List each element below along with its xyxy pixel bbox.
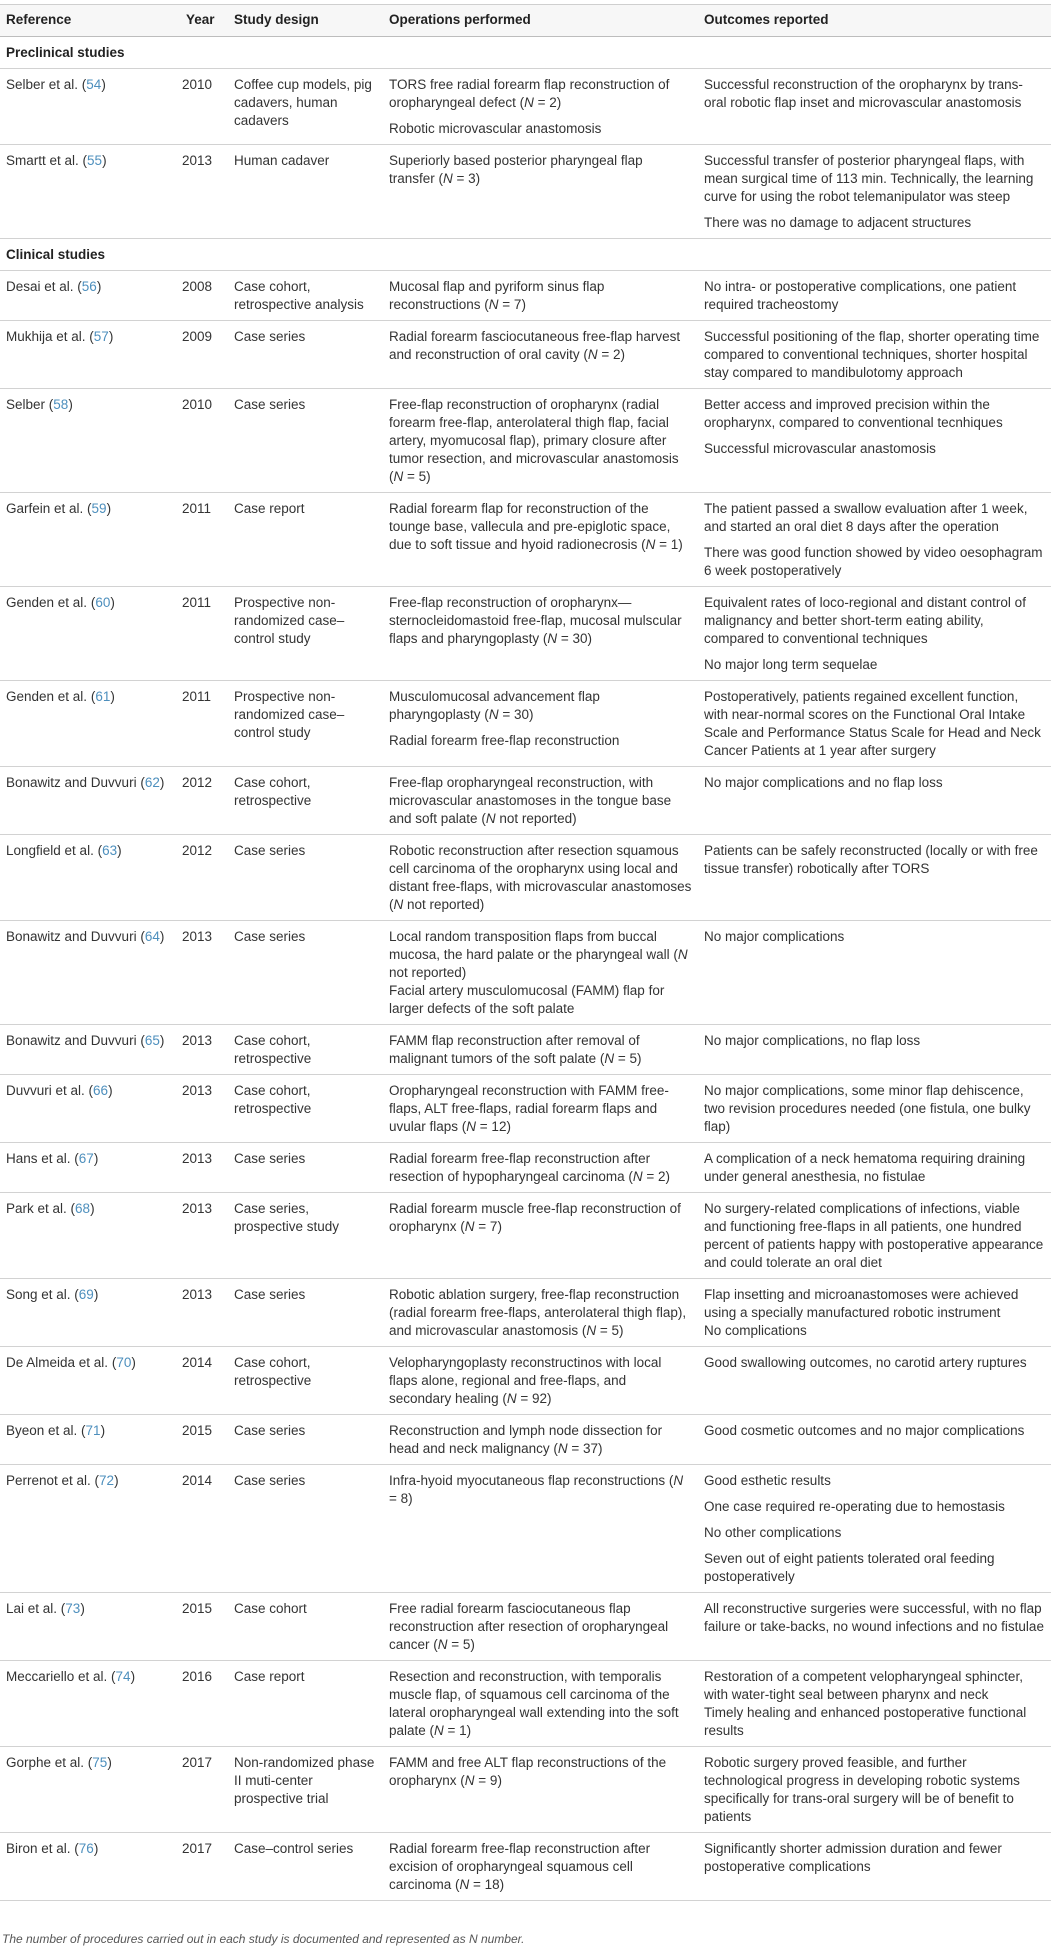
reference-cell: Bonawitz and Duvvuri (64)	[0, 921, 180, 1025]
reference-link[interactable]: 60	[95, 595, 111, 610]
outcome-text: Equivalent rates of loco-regional and distant control of malignancy and better short-term eating ability, compared to conventional techniques	[704, 595, 1026, 646]
reference-cell: Perrenot et al. (72)	[0, 1465, 180, 1593]
section-title: Clinical studies	[0, 239, 1051, 271]
reference-link[interactable]: 63	[102, 843, 118, 858]
outcome-text: Flap insetting and microanastomoses were achieved using a specially manufactured robotic instrument No complications	[704, 1287, 1019, 1338]
year-cell: 2013	[180, 1075, 228, 1143]
outcome-text: Successful positioning of the flap, shorter operating time compared to conventional techniques, shorter hospital stay compared to mandibulotomy approach	[704, 329, 1040, 380]
study-design-cell: Case cohort	[228, 1593, 383, 1661]
year-cell: 2014	[180, 1347, 228, 1415]
reference-cell: Genden et al. (60)	[0, 587, 180, 681]
operation-text: Radial forearm free-flap reconstruction after resection of hypopharyngeal carcinoma (N = 2)	[389, 1151, 671, 1184]
operation-text: FAMM flap reconstruction after removal of malignant tumors of the soft palate (N = 5)	[389, 1033, 642, 1066]
reference-author: Desai et al.	[6, 279, 74, 294]
reference-cell: Genden et al. (61)	[0, 681, 180, 767]
reference-link[interactable]: 67	[78, 1151, 94, 1166]
operation-text: Free-flap reconstruction of oropharynx (radial forearm free-flap, anterolateral thigh flap, facial artery, myomucosal flap), primary closure after tumor resection, and microvascular anastomosis (N = 5)	[389, 397, 679, 484]
outcome-text: The patient passed a swallow evaluation after 1 week, and started an oral diet 8 days after the operation	[704, 501, 1028, 534]
operation-text: Infra-hyoid myocutaneous flap reconstructions (N = 8)	[389, 1473, 684, 1506]
section-title: Preclinical studies	[0, 37, 1051, 69]
outcomes-cell	[698, 767, 1051, 835]
outcome-text: No major complications and no flap loss	[704, 775, 943, 790]
reference-author: Bonawitz and Duvvuri	[6, 929, 137, 944]
operation-text: Velopharyngoplasty reconstructinos with local flaps alone, regional and free-flaps, and secondary healing (N = 92)	[389, 1355, 662, 1406]
outcomes-cell	[698, 69, 1051, 145]
reference-link[interactable]: 73	[65, 1601, 81, 1616]
reference-author: Lai et al.	[6, 1601, 58, 1616]
reference-author: Byeon et al.	[6, 1423, 78, 1438]
outcome-text: Restoration of a competent velopharyngeal sphincter, with water-tight seal between pharynx and neck Timely healing and enhanced postoperative functional results	[704, 1669, 1027, 1738]
reference-link[interactable]: 75	[92, 1755, 108, 1770]
study-design-cell: Case series	[228, 835, 383, 921]
operations-cell	[383, 493, 698, 587]
outcome-text: Good cosmetic outcomes and no major complications	[704, 1423, 1025, 1438]
year-cell: 2008	[180, 271, 228, 321]
operation-text: Free radial forearm fasciocutaneous flap reconstruction after resection of oropharyngeal cancer (N = 5)	[389, 1601, 669, 1652]
table-row	[0, 493, 1051, 587]
reference-cell: Bonawitz and Duvvuri (65)	[0, 1025, 180, 1075]
reference-cell: Park et al. (68)	[0, 1193, 180, 1279]
table-row	[0, 1193, 1051, 1279]
reference-cell: Mukhija et al. (57)	[0, 321, 180, 389]
reference-author: Park et al.	[6, 1201, 67, 1216]
outcome-text: Good swallowing outcomes, no carotid artery ruptures	[704, 1355, 1027, 1370]
reference-cell: Desai et al. (56)	[0, 271, 180, 321]
reference-cell: Bonawitz and Duvvuri (62)	[0, 767, 180, 835]
reference-link[interactable]: 55	[87, 153, 103, 168]
outcome-text: Successful transfer of posterior pharyngeal flaps, with mean surgical time of 113 min. Technically, the learning curve for using the robot telemanipulator was steep	[704, 153, 1034, 204]
study-design-cell: Coffee cup models, pig cadavers, human cadavers	[228, 69, 383, 145]
reference-author: Selber et al.	[6, 77, 79, 92]
year-cell: 2013	[180, 1143, 228, 1193]
operation-text: Radial forearm fasciocutaneous free-flap harvest and reconstruction of oral cavity (N = 2)	[389, 329, 681, 362]
outcome-text: Good esthetic results	[704, 1473, 831, 1488]
reference-link[interactable]: 66	[93, 1083, 109, 1098]
study-design-cell: Case series	[228, 1143, 383, 1193]
operations-cell	[383, 145, 698, 239]
outcomes-cell	[698, 321, 1051, 389]
outcome-text: No surgery-related complications of infections, viable and functioning free-flaps in all patients, one hundred percent of patients happy with postoperative appearance and could tolerate an oral diet	[704, 1201, 1044, 1270]
year-cell: 2011	[180, 681, 228, 767]
operation-text: Radial forearm flap for reconstruction of the tounge base, vallecula and pre-epiglotic space, due to soft tissue and hyoid radionecrosis (N = 1)	[389, 501, 683, 552]
outcome-text: Patients can be safely reconstructed (locally or with free tissue transfer) robotically after TORS	[704, 843, 1038, 876]
table-row	[0, 389, 1051, 493]
outcome-text: Better access and improved precision within the oropharynx, compared to conventional tecnhiques	[704, 397, 1003, 430]
reference-cell: De Almeida et al. (70)	[0, 1347, 180, 1415]
operation-text: Radial forearm free-flap reconstruction	[389, 733, 620, 748]
reference-cell: Biron et al. (76)	[0, 1833, 180, 1901]
reference-author: Selber	[6, 397, 46, 412]
outcome-text: Postoperatively, patients regained excellent function, with near-normal scores on the Functional Oral Intake Scale and Performance Status Scale for Head and Neck Cancer Patients at 1 year after surgery	[704, 689, 1041, 758]
reference-author: Biron et al.	[6, 1841, 71, 1856]
operation-text: Musculomucosal advancement flap pharyngoplasty (N = 30)	[389, 689, 600, 722]
reference-link[interactable]: 57	[93, 329, 109, 344]
reference-link[interactable]: 65	[144, 1033, 160, 1048]
study-design-cell: Case series	[228, 1465, 383, 1593]
reference-author: Smartt et al.	[6, 153, 79, 168]
year-cell: 2013	[180, 1279, 228, 1347]
study-design-cell: Case report	[228, 1661, 383, 1747]
operation-text: Reconstruction and lymph node dissection for head and neck malignancy (N = 37)	[389, 1423, 663, 1456]
table-row	[0, 681, 1051, 767]
outcomes-cell	[698, 1193, 1051, 1279]
reference-link[interactable]: 70	[116, 1355, 132, 1370]
outcomes-cell	[698, 145, 1051, 239]
operations-cell	[383, 1747, 698, 1833]
study-design-cell: Case–control series	[228, 1833, 383, 1901]
header-year: Year	[180, 5, 228, 37]
reference-cell: Byeon et al. (71)	[0, 1415, 180, 1465]
outcomes-cell	[698, 921, 1051, 1025]
study-design-cell: Case cohort, retrospective	[228, 1025, 383, 1075]
year-cell: 2012	[180, 767, 228, 835]
table-row	[0, 921, 1051, 1025]
reference-link[interactable]: 72	[99, 1473, 115, 1488]
outcomes-cell	[698, 1025, 1051, 1075]
reference-link[interactable]: 56	[81, 279, 97, 294]
outcomes-cell	[698, 1593, 1051, 1661]
outcome-text: Successful reconstruction of the oropharynx by trans-oral robotic flap inset and microvascular anastomosis	[704, 77, 1023, 110]
table-row	[0, 1747, 1051, 1833]
outcome-text: No major long term sequelae	[704, 657, 878, 672]
operation-text: Local random transposition flaps from buccal mucosa, the hard palate or the pharyngeal wall (N not reported) Facial artery musculomucosal (FAMM) flap for larger defects of the soft palate	[389, 929, 688, 1016]
outcome-text: All reconstructive surgeries were successful, with no flap failure or take-backs, no wound infections and no fistulae	[704, 1601, 1044, 1634]
table-row	[0, 1347, 1051, 1415]
reference-author: De Almeida et al.	[6, 1355, 109, 1370]
reference-link[interactable]: 61	[95, 689, 111, 704]
outcomes-cell	[698, 1661, 1051, 1747]
outcomes-cell	[698, 389, 1051, 493]
year-cell: 2016	[180, 1661, 228, 1747]
year-cell: 2011	[180, 587, 228, 681]
year-cell: 2013	[180, 1193, 228, 1279]
table-row	[0, 1465, 1051, 1593]
outcome-text: There was good function showed by video oesophagram 6 week postoperatively	[704, 545, 1043, 578]
year-cell: 2015	[180, 1415, 228, 1465]
operation-text: Robotic microvascular anastomosis	[389, 121, 602, 136]
year-cell: 2011	[180, 493, 228, 587]
table-row	[0, 1279, 1051, 1347]
table-row	[0, 1593, 1051, 1661]
operations-cell	[383, 389, 698, 493]
outcomes-cell	[698, 271, 1051, 321]
header-outcomes: Outcomes reported	[698, 5, 1051, 37]
table-row	[0, 1415, 1051, 1465]
reference-author: Bonawitz and Duvvuri	[6, 1033, 137, 1048]
operation-text: FAMM and free ALT flap reconstructions of the oropharynx (N = 9)	[389, 1755, 667, 1788]
outcomes-cell	[698, 493, 1051, 587]
operations-cell	[383, 1347, 698, 1415]
study-design-cell: Case series	[228, 1279, 383, 1347]
operations-cell	[383, 1025, 698, 1075]
table-row	[0, 1143, 1051, 1193]
reference-author: Bonawitz and Duvvuri	[6, 775, 137, 790]
table-row	[0, 1025, 1051, 1075]
operations-cell	[383, 1193, 698, 1279]
table-row	[0, 321, 1051, 389]
reference-cell: Longfield et al. (63)	[0, 835, 180, 921]
reference-link[interactable]: 64	[144, 929, 160, 944]
outcome-text: Robotic surgery proved feasible, and further technological progress in developing robotic systems specifically for trans-oral surgery will be of benefit to patients	[704, 1755, 1020, 1824]
table-row	[0, 835, 1051, 921]
reference-cell: Smartt et al. (55)	[0, 145, 180, 239]
reference-link[interactable]: 74	[115, 1669, 131, 1684]
operations-cell	[383, 1661, 698, 1747]
study-design-cell: Case series	[228, 321, 383, 389]
operations-cell	[383, 835, 698, 921]
study-design-cell: Case series, prospective study	[228, 1193, 383, 1279]
operations-cell	[383, 321, 698, 389]
year-cell: 2012	[180, 835, 228, 921]
study-design-cell: Prospective non-randomized case–control study	[228, 681, 383, 767]
operations-cell	[383, 1143, 698, 1193]
table-header	[0, 5, 1051, 37]
outcomes-cell	[698, 681, 1051, 767]
operations-cell	[383, 1833, 698, 1901]
table-row	[0, 1833, 1051, 1901]
studies-table	[0, 4, 1051, 1901]
study-design-cell: Case cohort, retrospective	[228, 767, 383, 835]
outcomes-cell	[698, 1279, 1051, 1347]
reference-link[interactable]: 76	[78, 1841, 94, 1856]
section-row	[0, 37, 1051, 69]
study-design-cell: Human cadaver	[228, 145, 383, 239]
operation-text: Superiorly based posterior pharyngeal flap transfer (N = 3)	[389, 153, 643, 186]
operations-cell	[383, 681, 698, 767]
outcome-text: No intra- or postoperative complications, one patient required tracheostomy	[704, 279, 1017, 312]
operations-cell	[383, 587, 698, 681]
study-design-cell: Prospective non-randomized case–control study	[228, 587, 383, 681]
table-body	[0, 37, 1051, 1901]
reference-author: Genden et al.	[6, 689, 88, 704]
reference-author: Duvvuri et al.	[6, 1083, 85, 1098]
outcomes-cell	[698, 1143, 1051, 1193]
reference-link[interactable]: 59	[91, 501, 107, 516]
reference-link[interactable]: 71	[85, 1423, 101, 1438]
year-cell: 2010	[180, 69, 228, 145]
outcomes-cell	[698, 1075, 1051, 1143]
year-cell: 2013	[180, 1025, 228, 1075]
year-cell: 2009	[180, 321, 228, 389]
operations-cell	[383, 69, 698, 145]
reference-author: Mukhija et al.	[6, 329, 86, 344]
operation-text: Free-flap oropharyngeal reconstruction, with microvascular anastomoses in the tongue base and soft palate (N not reported)	[389, 775, 672, 826]
study-design-cell: Case report	[228, 493, 383, 587]
outcome-text: Successful microvascular anastomosis	[704, 441, 936, 456]
reference-cell: Hans et al. (67)	[0, 1143, 180, 1193]
outcomes-cell	[698, 1465, 1051, 1593]
outcome-text: No major complications	[704, 929, 845, 944]
outcomes-cell	[698, 835, 1051, 921]
header-row	[0, 5, 1051, 37]
operation-text: Oropharyngeal reconstruction with FAMM free-flaps, ALT free-flaps, radial forearm flaps and uvular flaps (N = 12)	[389, 1083, 669, 1134]
outcome-text: Significantly shorter admission duration and fewer postoperative complications	[704, 1841, 1002, 1874]
reference-cell: Gorphe et al. (75)	[0, 1747, 180, 1833]
table-row	[0, 145, 1051, 239]
study-design-cell: Case cohort, retrospective analysis	[228, 271, 383, 321]
year-cell: 2013	[180, 145, 228, 239]
reference-author: Genden et al.	[6, 595, 88, 610]
outcomes-cell	[698, 1833, 1051, 1901]
reference-cell: Selber et al. (54)	[0, 69, 180, 145]
year-cell: 2010	[180, 389, 228, 493]
operations-cell	[383, 767, 698, 835]
table-row	[0, 69, 1051, 145]
operation-text: Free-flap reconstruction of oropharynx—sternocleidomastoid free-flap, mucosal mulscular flaps and pharyngoplasty (N = 30)	[389, 595, 682, 646]
reference-cell: Duvvuri et al. (66)	[0, 1075, 180, 1143]
header-study-design: Study design	[228, 5, 383, 37]
outcome-text: There was no damage to adjacent structures	[704, 215, 972, 230]
outcome-text: No major complications, some minor flap dehiscence, two revision procedures needed (one fistula, one bulky flap)	[704, 1083, 1031, 1134]
section-row	[0, 239, 1051, 271]
operations-cell	[383, 1075, 698, 1143]
reference-cell: Garfein et al. (59)	[0, 493, 180, 587]
operation-text: TORS free radial forearm flap reconstruction of oropharyngeal defect (N = 2)	[389, 77, 670, 110]
operation-text: Radial forearm free-flap reconstruction after excision of oropharyngeal squamous cell carcinoma (N = 18)	[389, 1841, 651, 1892]
reference-cell: Song et al. (69)	[0, 1279, 180, 1347]
study-design-cell: Case cohort, retrospective	[228, 1347, 383, 1415]
operation-text: Robotic ablation surgery, free-flap reconstruction (radial forearm free-flaps, anterolateral thigh flap), and microvascular anastomosis (N = 5)	[389, 1287, 687, 1338]
reference-author: Hans et al.	[6, 1151, 71, 1166]
outcomes-cell	[698, 587, 1051, 681]
year-cell: 2017	[180, 1747, 228, 1833]
reference-author: Garfein et al.	[6, 501, 84, 516]
header-operations: Operations performed	[383, 5, 698, 37]
reference-link[interactable]: 69	[78, 1287, 94, 1302]
reference-link[interactable]: 54	[86, 77, 102, 92]
table-row	[0, 1661, 1051, 1747]
operations-cell	[383, 1465, 698, 1593]
operations-cell	[383, 271, 698, 321]
reference-cell: Selber (58)	[0, 389, 180, 493]
reference-link[interactable]: 62	[144, 775, 160, 790]
outcomes-cell	[698, 1415, 1051, 1465]
header-reference: Reference	[0, 5, 180, 37]
year-cell: 2015	[180, 1593, 228, 1661]
year-cell: 2013	[180, 921, 228, 1025]
table-row	[0, 1075, 1051, 1143]
year-cell: 2014	[180, 1465, 228, 1593]
table-row	[0, 271, 1051, 321]
reference-cell: Lai et al. (73)	[0, 1593, 180, 1661]
table-row	[0, 767, 1051, 835]
reference-author: Song et al.	[6, 1287, 71, 1302]
operation-text: Resection and reconstruction, with temporalis muscle flap, of squamous cell carcinoma of the lateral oropharyngeal wall extending into the soft palate (N = 1)	[389, 1669, 679, 1738]
outcome-text: No major complications, no flap loss	[704, 1033, 921, 1048]
outcome-text: One case required re-operating due to hemostasis	[704, 1499, 1005, 1514]
study-design-cell: Case series	[228, 1415, 383, 1465]
table-footnote: The number of procedures carried out in each study is documented and represented as N number.	[2, 1932, 525, 1946]
reference-link[interactable]: 58	[53, 397, 69, 412]
operations-cell	[383, 1415, 698, 1465]
operation-text: Radial forearm muscle free-flap reconstruction of oropharynx (N = 7)	[389, 1201, 681, 1234]
operation-text: Robotic reconstruction after resection squamous cell carcinoma of the oropharynx using local and distant free-flaps, with microvascular anastomoses (N not reported)	[389, 843, 692, 912]
operations-cell	[383, 1593, 698, 1661]
outcomes-cell	[698, 1747, 1051, 1833]
study-design-cell: Case series	[228, 921, 383, 1025]
reference-author: Gorphe et al.	[6, 1755, 85, 1770]
operation-text: Mucosal flap and pyriform sinus flap reconstructions (N = 7)	[389, 279, 605, 312]
study-design-cell: Case cohort, retrospective	[228, 1075, 383, 1143]
operations-cell	[383, 1279, 698, 1347]
year-cell: 2017	[180, 1833, 228, 1901]
operations-cell	[383, 921, 698, 1025]
reference-author: Perrenot et al.	[6, 1473, 91, 1488]
reference-author: Longfield et al.	[6, 843, 94, 858]
outcome-text: A complication of a neck hematoma requiring draining under general anesthesia, no fistulae	[704, 1151, 1026, 1184]
reference-author: Meccariello et al.	[6, 1669, 108, 1684]
table-row	[0, 587, 1051, 681]
reference-cell: Meccariello et al. (74)	[0, 1661, 180, 1747]
outcomes-cell	[698, 1347, 1051, 1415]
reference-link[interactable]: 68	[75, 1201, 91, 1216]
study-design-cell: Case series	[228, 389, 383, 493]
outcome-text: No other complications	[704, 1525, 842, 1540]
outcome-text: Seven out of eight patients tolerated oral feeding postoperatively	[704, 1551, 995, 1584]
study-design-cell: Non-randomized phase II muti-center prospective trial	[228, 1747, 383, 1833]
